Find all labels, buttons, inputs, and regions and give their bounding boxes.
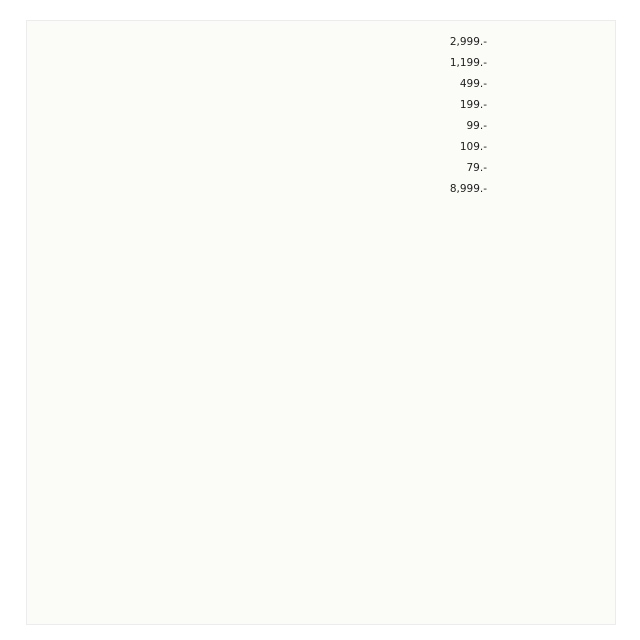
price-row <box>27 178 615 199</box>
item-price: 79.- <box>466 161 487 174</box>
item-price: 2,999.- <box>449 35 487 48</box>
price-list <box>27 31 615 199</box>
price-row <box>27 136 615 157</box>
price-row <box>27 115 615 136</box>
price-row <box>27 31 615 52</box>
item-price: 1,199.- <box>449 56 487 69</box>
item-price: 8,999.- <box>449 182 487 195</box>
price-row <box>27 52 615 73</box>
item-price: 109.- <box>459 140 487 153</box>
price-row <box>27 94 615 115</box>
price-row <box>27 73 615 94</box>
price-row <box>27 157 615 178</box>
item-price: 99.- <box>466 119 487 132</box>
item-price: 499.- <box>459 77 487 90</box>
item-price: 199.- <box>459 98 487 111</box>
document-page <box>26 20 616 625</box>
